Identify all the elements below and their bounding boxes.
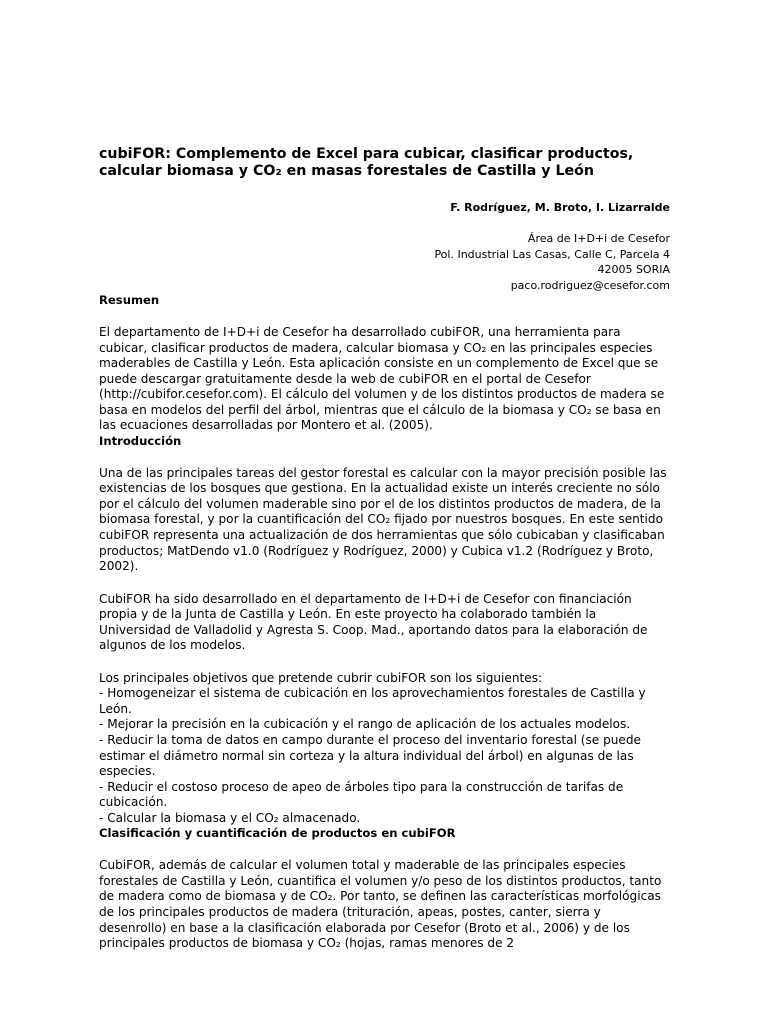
objectives-intro: Los principales objetivos que pretende cubrir cubiFOR son los siguientes: — [99, 670, 543, 685]
affiliation-address: Pol. Industrial Las Casas, Calle C, Parcela 4 — [434, 247, 670, 261]
section-heading-clasificacion: Clasificación y cuantificación de productos en cubiFOR — [99, 826, 456, 841]
affiliation-city: 42005 SORIA — [597, 263, 670, 276]
objective-item: - Mejorar la precisión en la cubicación y el rango de aplicación de los actuales modelos. — [99, 717, 631, 732]
resumen-paragraph: El departamento de I+D+i de Cesefor ha desarrollado cubiFOR, una herramienta para cubicar, clasificar productos de madera, calcular biomasa y CO₂ en las principales especies maderables de Castilla y León. Esta aplicación consiste en un complemento de Excel que se puede descargar gratuitamente desde la web de cubiFOR en el portal de Cesefor (http://cubifor.cesefor.com). El cálculo del volumen y de los distintos productos de madera se basa en modelos del perfil del árbol, mientras que el cálculo de la biomasa y CO₂ se basa en las ecuaciones desarrolladas por Montero et al. (2005). — [99, 325, 665, 433]
section-heading-resumen: Resumen — [99, 293, 160, 307]
objectives-list — [99, 686, 670, 826]
title-line-2: calcular biomasa y CO₂ en masas forestales de Castilla y León — [99, 163, 594, 179]
introduccion-paragraph-2: CubiFOR ha sido desarrollado en el departamento de I+D+i de Cesefor con financiación propia y de la Junta de Castilla y León. En este proyecto ha colaborado también la Universidad de Valladolid y Agresta S. Coop. Mad., aportando datos para la elaboración de algunos de los modelos. — [99, 591, 648, 653]
objective-item: - Calcular la biomasa y el CO₂ almacenado. — [99, 810, 361, 825]
title-line-1: cubiFOR: Complemento de Excel para cubicar, clasificar productos, — [99, 146, 634, 162]
affiliation-unit: Área de I+D+i de Cesefor — [527, 232, 670, 245]
affiliation-block — [99, 231, 670, 293]
objective-item: - Reducir el costoso proceso de apeo de árboles tipo para la construcción de tarifas de cubicación. — [99, 779, 624, 810]
document-body — [99, 146, 670, 952]
objective-item: - Homogeneizar el sistema de cubicación en los aprovechamientos forestales de Castilla y León. — [99, 686, 646, 716]
introduccion-paragraph-1: Una de las principales tareas del gestor forestal es calcular con la mayor precisión posible las existencias de los bosques que gestiona. En la actualidad existe un interés creciente no sólo por el cálculo del volumen maderable sino por el de los distintos productos de madera, de la biomasa forestal, y por la cuantificación del CO₂ fijado por nuestros bosques. En este sentido cubiFOR representa una actualización de dos herramientas que sólo cubicaban y clasificaban productos; MatDendo v1.0 (Rodríguez y Rodríguez, 2000) y Cubica v1.2 (Rodríguez y Broto, 2002). — [99, 465, 667, 574]
document-title — [99, 146, 670, 180]
affiliation-email: paco.rodriguez@cesefor.com — [510, 278, 670, 292]
clasificacion-paragraph: CubiFOR, además de calcular el volumen total y maderable de las principales especies forestales de Castilla y León, cuantifica el volumen y/o peso de los distintos productos, tanto de madera como de biomasa y de CO₂. Por tanto, se definen las características morfológicas de los principales productos de madera (trituración, apeas, postes, canter, sierra y desenrollo) en base a la clasificación elaborada por Cesefor (Broto et al., 2006) y de los principales productos de biomasa y CO₂ (hojas, ramas menores de 2 — [99, 858, 662, 951]
authors: F. Rodríguez, M. Broto, I. Lizarralde — [450, 201, 670, 214]
section-heading-introduccion: Introducción — [99, 433, 182, 448]
objective-item: - Reducir la toma de datos en campo durante el proceso del inventario forestal (se puede estimar el diámetro normal sin corteza y la altura individual del árbol) en algunas de las especies. — [99, 733, 641, 779]
